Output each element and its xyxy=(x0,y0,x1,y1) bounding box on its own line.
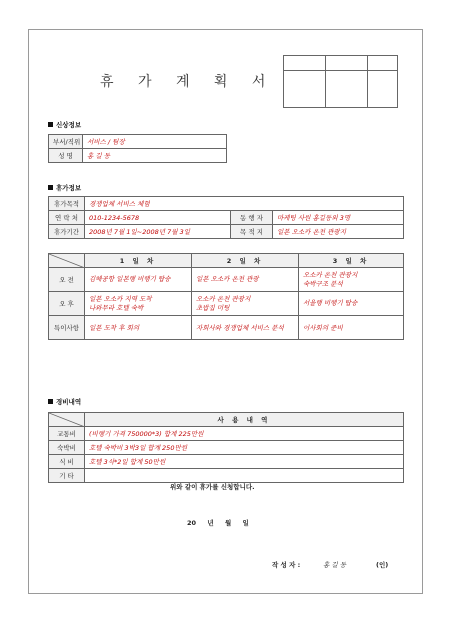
lodging-label: 숙박비 xyxy=(49,441,85,455)
afternoon-day2[interactable]: 오소카 온천 관광지 초밥집 미팅 xyxy=(192,292,299,316)
expense-section-heading xyxy=(48,397,81,406)
seal-mark: (인) xyxy=(376,561,389,569)
day3-header: 3 일 차 xyxy=(299,254,404,268)
morning-day1[interactable]: 김해공항 일본행 비행기 탑승 xyxy=(85,268,192,292)
author-label: 작 성 자 : xyxy=(272,561,301,569)
morning-day2[interactable]: 일본 오소카 온천 관광 xyxy=(192,268,299,292)
morning-label: 오 전 xyxy=(49,268,85,292)
notes-day2[interactable]: 자회사와 경쟁업체 서비스 분석 xyxy=(192,316,299,340)
author-name[interactable]: 홍 길 동 xyxy=(323,561,346,569)
expense-row xyxy=(49,455,404,469)
contact-label: 연 락 처 xyxy=(49,211,85,225)
expense-row xyxy=(49,469,404,483)
schedule-row-morning xyxy=(49,268,404,292)
contact-value[interactable]: 010-1234-5678 xyxy=(85,211,231,225)
expense-header-row xyxy=(49,413,404,427)
notes-label: 특이사항 xyxy=(49,316,85,340)
destination-value[interactable]: 일본 오소카 온천 관광지 xyxy=(273,225,404,239)
period-label: 휴가기간 xyxy=(49,225,85,239)
morning-day3[interactable]: 오소카 온천 관광지 숙박구조 분석 xyxy=(299,268,404,292)
diagonal-header-cell xyxy=(49,413,85,427)
approval-sign-cell[interactable] xyxy=(326,71,368,108)
afternoon-label: 오 후 xyxy=(49,292,85,316)
companion-value[interactable]: 마케팅 사원 홍길동외 3명 xyxy=(273,211,404,225)
transport-value[interactable]: (비행기 가격 750000*3) 합계 225만원 xyxy=(85,427,404,441)
day1-header: 1 일 차 xyxy=(85,254,192,268)
closing-statement: 위와 같이 휴가를 신청합니다. xyxy=(170,483,255,491)
day2-header: 2 일 차 xyxy=(192,254,299,268)
other-label: 기 타 xyxy=(49,469,85,483)
date-line: 20 년 월 일 xyxy=(187,519,249,527)
expense-row xyxy=(49,427,404,441)
approval-sign-cell[interactable] xyxy=(284,71,326,108)
personal-table xyxy=(48,134,227,163)
expense-row xyxy=(49,441,404,455)
name-value[interactable]: 홍 길 동 xyxy=(83,149,227,163)
schedule-row-afternoon xyxy=(49,292,404,316)
name-label: 성 명 xyxy=(49,149,83,163)
dept-label: 부서/직위 xyxy=(49,135,83,149)
notes-day3[interactable]: 이사회의 준비 xyxy=(299,316,404,340)
approval-title-cell xyxy=(368,56,398,71)
personal-heading-text: 신상정보 xyxy=(56,121,82,129)
personal-section-heading xyxy=(48,120,81,129)
transport-label: 교통비 xyxy=(49,427,85,441)
approval-title-cell xyxy=(284,56,326,71)
purpose-value[interactable]: 경쟁업체 서비스 체험 xyxy=(85,197,404,211)
diagonal-line xyxy=(49,413,85,427)
square-bullet-icon xyxy=(48,122,53,127)
purpose-label: 휴가목적 xyxy=(49,197,85,211)
schedule-table xyxy=(48,253,404,340)
period-value[interactable]: 2008년 7월 1일~2008년 7월 3일 xyxy=(85,225,231,239)
vacation-section-heading xyxy=(48,183,81,192)
vacation-table xyxy=(48,196,404,239)
dept-value[interactable]: 서비스 / 팀장 xyxy=(83,135,227,149)
approval-sign-cell[interactable] xyxy=(368,71,398,108)
square-bullet-icon xyxy=(48,399,53,404)
lodging-value[interactable]: 호텔 숙박비 3박3일 합계 250만원 xyxy=(85,441,404,455)
diagonal-line xyxy=(49,254,85,268)
afternoon-day1[interactable]: 일본 오소카 지역 도착 나와무라 호텔 숙박 xyxy=(85,292,192,316)
document-title: 휴 가 계 획 서 xyxy=(100,74,276,90)
approval-title-row xyxy=(284,56,398,71)
afternoon-day3[interactable]: 서울행 비행기 탑승 xyxy=(299,292,404,316)
approval-table xyxy=(283,55,398,108)
expense-heading-text: 경비내역 xyxy=(56,398,82,406)
expense-table xyxy=(48,412,404,483)
schedule-row-notes xyxy=(49,316,404,340)
square-bullet-icon xyxy=(48,185,53,190)
vacation-heading-text: 휴가정보 xyxy=(56,184,82,192)
companion-label: 동 행 자 xyxy=(231,211,273,225)
approval-sign-row xyxy=(284,71,398,108)
expense-usage-header: 사 용 내 역 xyxy=(85,413,404,427)
diagonal-header-cell xyxy=(49,254,85,268)
destination-label: 목 적 지 xyxy=(231,225,273,239)
meal-label: 식 비 xyxy=(49,455,85,469)
other-value[interactable] xyxy=(85,469,404,483)
schedule-header-row xyxy=(49,254,404,268)
meal-value[interactable]: 호텔 3식*2일 합계 50만원 xyxy=(85,455,404,469)
notes-day1[interactable]: 일본 도착 후 회의 xyxy=(85,316,192,340)
approval-title-cell xyxy=(326,56,368,71)
